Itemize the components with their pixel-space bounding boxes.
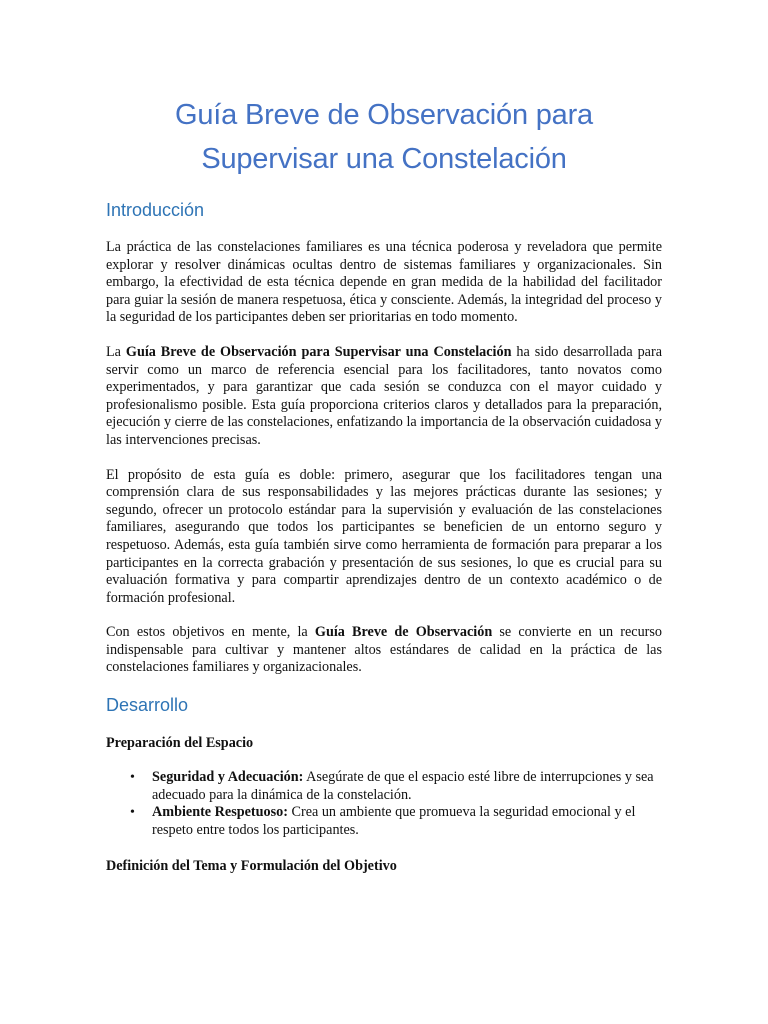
intro-paragraph-2 xyxy=(106,344,662,450)
list-item xyxy=(130,804,662,839)
heading-introduccion: Introducción xyxy=(106,200,205,220)
paragraph-2-prefix: La xyxy=(106,343,126,360)
title-line-1: Guía Breve de Observación para xyxy=(175,99,593,131)
title-line-2: Supervisar una Constelación xyxy=(201,143,567,175)
subheading-preparacion: Preparación del Espacio xyxy=(106,735,254,752)
list-item-term: Seguridad y Adecuación: xyxy=(152,769,304,786)
subheading-definicion: Definición del Tema y Formulación del Objetivo xyxy=(106,858,397,875)
paragraph-4-text: se convierte en un recurso indispensable para cultivar y mantener altos estándares de calidad en la práctica de las constelaciones familiares y organizacionales. xyxy=(106,624,662,676)
paragraph-4-prefix: Con estos objetivos en mente, la xyxy=(106,624,315,641)
paragraph-2-text: ha sido desarrollada para servir como un marco de referencia esencial para los facilitadores, tanto novatos como experimentados, y para garantizar que cada sesión se conduzca con el mayor cuidado y profesionalismo posible. Esta guía proporciona criterios claros y detallados para la preparación, ejecución y cierre de las constelaciones, enfatizando la importancia de la observación cuidadosa y las intervenciones precisas. xyxy=(106,343,663,448)
bullet-icon: • xyxy=(130,770,135,786)
list-item-text: Crea un ambiente que promueva la seguridad emocional y el respeto entre todos los participantes. xyxy=(152,804,636,838)
list-item xyxy=(130,769,662,804)
bullet-list xyxy=(106,769,662,839)
list-item-term: Ambiente Respetuoso: xyxy=(152,804,288,821)
guide-name-bold: Guía Breve de Observación para Supervisar una Constelación xyxy=(125,343,512,360)
intro-paragraph-1: La práctica de las constelaciones familiares es una técnica poderosa y reveladora que permite explorar y resolver dinámicas ocultas dentro de sistemas familiares y organizacionales. Sin embargo, la efectividad de esta técnica depende en gran medida de la habilidad del facilitador para guiar la sesión de manera respetuosa, ética y consciente. Además, la integridad del proceso y la seguridad de los participantes deben ser prioritarias en todo momento. xyxy=(106,239,662,326)
intro-paragraph-3: El propósito de esta guía es doble: primero, asegurar que los facilitadores tengan una comprensión clara de sus responsabilidades y las mejores prácticas durante las sesiones; y segundo, ofrecer un protocolo estándar para la supervisión y evaluación de las constelaciones familiares, asegurando que todos los participantes se beneficien de un entorno seguro y respetuoso. Además, esta guía también sirve como herramienta de formación para preparar a los participantes en la correcta grabación y presentación de sus sesiones, lo que es crucial para su evaluación formativa y para compartir aprendizajes dentro de un contexto académico o de formación profesional. xyxy=(106,466,662,606)
intro-paragraph-4 xyxy=(106,624,662,677)
bullet-icon: • xyxy=(130,805,135,821)
list-item-text: Asegúrate de que el espacio esté libre de interrupciones y sea adecuado para la dinámica de la constelación. xyxy=(152,769,654,803)
heading-desarrollo: Desarrollo xyxy=(106,695,189,716)
document-title xyxy=(106,0,662,181)
guide-short-name-bold: Guía Breve de Observación xyxy=(314,624,493,641)
